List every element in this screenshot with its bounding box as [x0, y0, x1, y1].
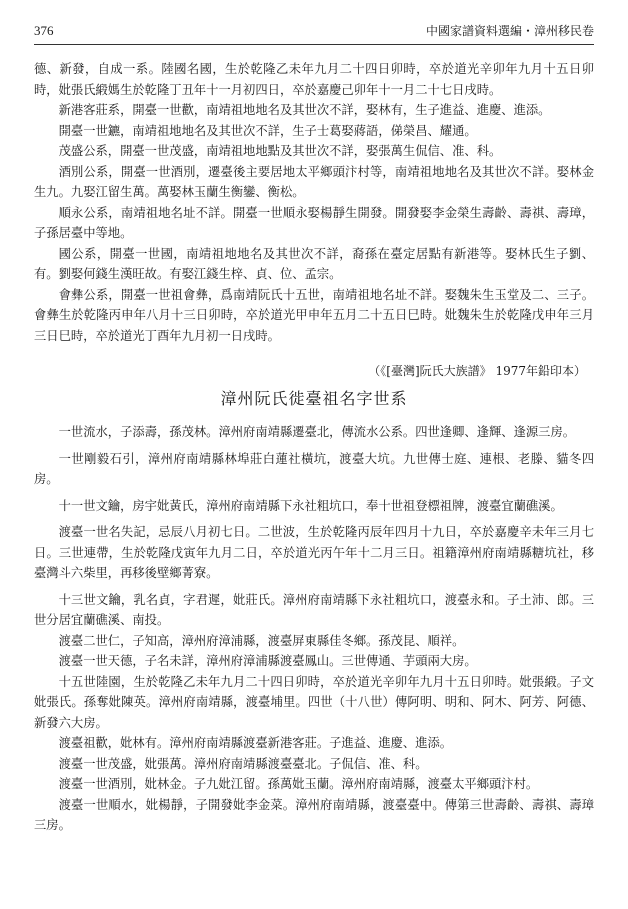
paragraph: 渡臺一世天德，子名未詳，漳州府漳浦縣渡臺鳳山。三世傳通、芋頭兩大房。	[58, 654, 477, 668]
paragraph: 會彝公系，開臺一世祖會彝，爲南靖阮氏十五世，南靖祖地名址不詳。娶魏朱生玉堂及二、三子。會彝生於乾隆丙申年八月十三日卯時，卒於道光甲申年五月二十五日巳時。妣魏朱生於乾隆戊申年三月三日巳時，卒於道光丁酉年九月初一日戌時。	[34, 287, 594, 343]
running-title: 中國家譜資料選編・漳州移民卷	[425, 24, 594, 38]
paragraph: 渡臺一世茂盛，妣張萬。漳州府南靖縣渡臺臺北。子侃信、准、科。	[58, 756, 428, 771]
paragraph: 國公系，開臺一世國，南靖祖地地名及其世次不詳，裔孫在臺定居點有新港等。娶林氏生子劉、有。劉娶何錢生漢旺故。有娶江錢生梓、貞、位、孟宗。	[34, 246, 594, 281]
page-header	[34, 22, 594, 45]
page-body	[34, 59, 594, 836]
source-citation: （《[臺灣]阮氏大族譜》 1977年鉛印本）	[368, 364, 586, 378]
paragraph: 渡臺二世仁，子知高，漳州府漳浦縣，渡臺屏東縣佳冬鄉。孫茂昆、順祥。	[58, 633, 465, 648]
paragraph: 十五世陸園，生於乾隆乙未年九月二十四日卯時，卒於道光辛卯年九月十五日卯時。妣張緞。子文妣張氏。孫奪妣陳英。漳州府南靖縣，渡臺埔里。四世（十八世）傳阿明、明和、阿木、阿芳、阿德、新發六大房。	[34, 674, 594, 730]
paragraph: 渡臺一世名失記，忌辰八月初七日。二世波，生於乾隆丙辰年四月十九日，卒於嘉慶辛未年三月七日。三世連帶，生於乾隆戊寅年九月二日，卒於道光丙午年十二月三日。祖籍漳州府南靖縣糖坑社，移臺灣斗六柴里，再移後壁鄉菁寮。	[34, 525, 594, 580]
paragraph: 茂盛公系，開臺一世茂盛，南靖祖地地點及其世次不詳，娶張萬生侃信、准、科。	[58, 144, 502, 158]
paragraph: 一世流水，子添壽，孫茂林。漳州府南靖縣遷臺北，傳流水公系。四世逢卿、逢輝、逢源三房。	[58, 425, 576, 439]
paragraph: 開臺一世鑣，南靖祖地地名及其世次不詳，生子士葛娶蔣語，俤榮昌、耀通。	[58, 123, 477, 138]
paragraph: 渡臺祖歡，妣林有。漳州府南靖縣渡臺新港客莊。子進益、進慶、進添。	[58, 736, 453, 750]
page-number: 376	[34, 23, 54, 38]
section-title: 漳州阮氏徙臺祖名字世系	[220, 389, 408, 408]
paragraph: 一世剛毅石引，漳州府南靖縣林埠莊白蓮社橫坑，渡臺大坑。九世傳士庭、連根、老滕、貓冬四房。	[34, 451, 594, 486]
paragraph-continued: 德、新發，自成一系。陸國名國，生於乾隆乙未年九月二十四日卯時，卒於道光辛卯年九月十五日卯時，妣張氏緞媽生於乾隆丁丑年十一月初四日，卒於嘉慶己卯年十一月二十七日戌時。	[34, 62, 594, 97]
paragraph: 新港客莊系，開臺一世歡，南靖祖地地名及其世次不詳，娶林有，生子進益、進慶、進添。	[58, 103, 551, 117]
paragraph: 渡臺一世順水，妣楊靜，子開發妣李金菜。漳州府南靖縣，渡臺臺中。傳第三世壽齡、壽祺、壽璋三房。	[34, 797, 594, 832]
paragraph: 十一世文鑰，房宇妣黃氏，漳州府南靖縣下永社粗坑口，奉十世祖登標祖牌，渡臺宜蘭礁溪。	[58, 498, 563, 513]
paragraph: 酒別公系，開臺一世酒別，遷臺後主要居地太平鄉頭汴村等，南靖祖地地名及其世次不詳。娶林金生九。九娶江留生萬。萬娶林玉蘭生衡鑾、衡松。	[34, 164, 594, 199]
paragraph: 十三世文鑰，乳名貞，字君遲，妣莊氏。漳州府南靖縣下永社粗坑口，渡臺永和。子土沛、郎。三世分居宜蘭礁溪、南投。	[34, 592, 594, 627]
paragraph: 渡臺一世酒別，妣林金。子九妣江留。孫萬妣玉蘭。漳州府南靖縣，渡臺太平鄉頭汴村。	[58, 777, 539, 791]
paragraph: 順永公系，南靖祖地名址不詳。開臺一世順永娶楊靜生開發。開發娶李金榮生壽齡、壽祺、壽璋，子孫居臺中等地。	[34, 205, 594, 240]
